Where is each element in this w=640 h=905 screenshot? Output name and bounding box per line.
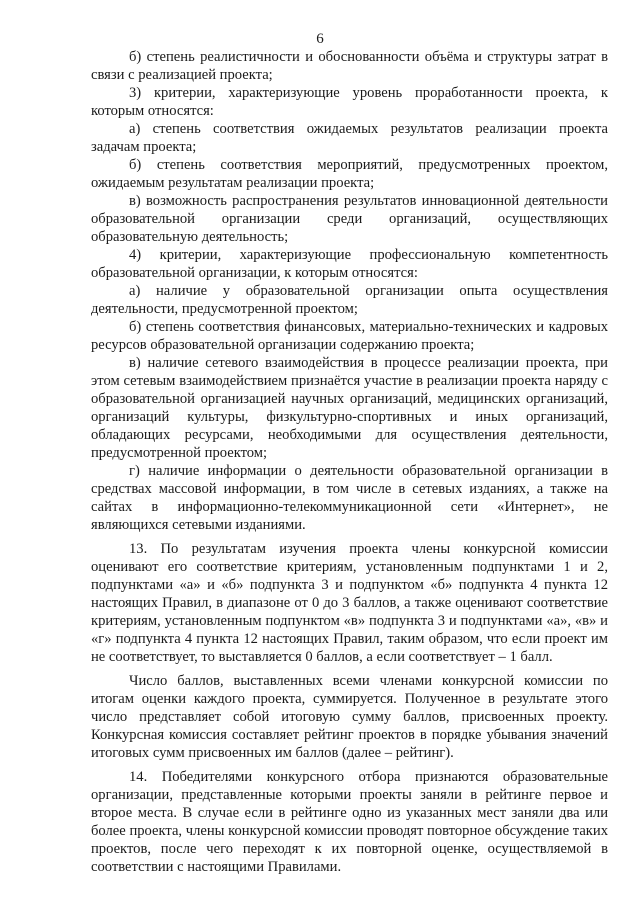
- paragraph-criterion-4g: г) наличие информации о деятельности образовательной организации в средствах массовой информации, в том числе в сетевых изданиях, а также на сайтах в информационно-телекоммуникационной сети «Интернет», не являющихся сетевыми изданиями.: [91, 463, 608, 533]
- paragraph-criterion-2b: б) степень реалистичности и обоснованности объёма и структуры затрат в связи с реализацией проекта;: [91, 49, 608, 83]
- paragraph-criterion-3a: а) степень соответствия ожидаемых результатов реализации проекта задачам проекта;: [91, 121, 608, 155]
- page-number: 6: [316, 31, 324, 47]
- paragraph-criterion-4v: в) наличие сетевого взаимодействия в процессе реализации проекта, при этом сетевым взаимодействием признаётся участие в реализации проекта наряду с образовательной организацией научных организаций, медицинских организаций, организаций культуры, физкультурно-спортивных и иных организаций, обладающих ресурсами, необходимыми для осуществления деятельности, предусмотренной проектом;: [91, 355, 608, 461]
- paragraph-criterion-4b: б) степень соответствия финансовых, материально-технических и кадровых ресурсов образовательной организации содержанию проекта;: [91, 319, 608, 353]
- document-body: [91, 48, 608, 876]
- paragraph-criterion-3v: в) возможность распространения результатов инновационной деятельности образовательной организации среди организаций, осуществляющих образовательную деятельность;: [91, 193, 608, 245]
- paragraph-clause-13: 13. По результатам изучения проекта члены конкурсной комиссии оценивают его соответствие критериям, установленным подпунктами 1 и 2, подпунктами «а» и «б» подпункта 3 и подпунктом «б» подпункта 4 пункта 12 настоящих Правил, в диапазоне от 0 до 3 баллов, а также оценивают соответствие критериям, установленным подпунктом «в» подпункта 3 и подпунктами «а», «в» и «г» подпункта 4 пункта 12 настоящих Правил, таким образом, что если проект им не соответствует, то выставляется 0 баллов, а если соответствует – 1 балл.: [91, 541, 608, 665]
- paragraph-criteria-3: 3) критерии, характеризующие уровень проработанности проекта, к которым относятся:: [91, 85, 608, 119]
- paragraph-clause-14: 14. Победителями конкурсного отбора признаются образовательные организации, представленные которыми проекты заняли в рейтинге первое и второе места. В случае если в рейтинге одно из указанных мест заняли два или более проекта, члены конкурсной комиссии проводят повторное обсуждение таких проектов, после чего переходят к их повторной оценке, осуществляемой в соответствии с настоящими Правилами.: [91, 769, 608, 875]
- paragraph-scoring-summary: Число баллов, выставленных всеми членами конкурсной комиссии по итогам оценки каждого проекта, суммируется. Полученное в результате этого число представляет собой итоговую сумму баллов, присвоенных проекту. Конкурсная комиссия составляет рейтинг проектов в порядке убывания значений итоговых сумм присвоенных им баллов (далее – рейтинг).: [91, 673, 608, 761]
- paragraph-criteria-4: 4) критерии, характеризующие профессиональную компетентность образовательной организации, к которым относятся:: [91, 247, 608, 281]
- paragraph-criterion-3b: б) степень соответствия мероприятий, предусмотренных проектом, ожидаемым результатам реализации проекта;: [91, 157, 608, 191]
- paragraph-criterion-4a: а) наличие у образовательной организации опыта осуществления деятельности, предусмотренной проектом;: [91, 283, 608, 317]
